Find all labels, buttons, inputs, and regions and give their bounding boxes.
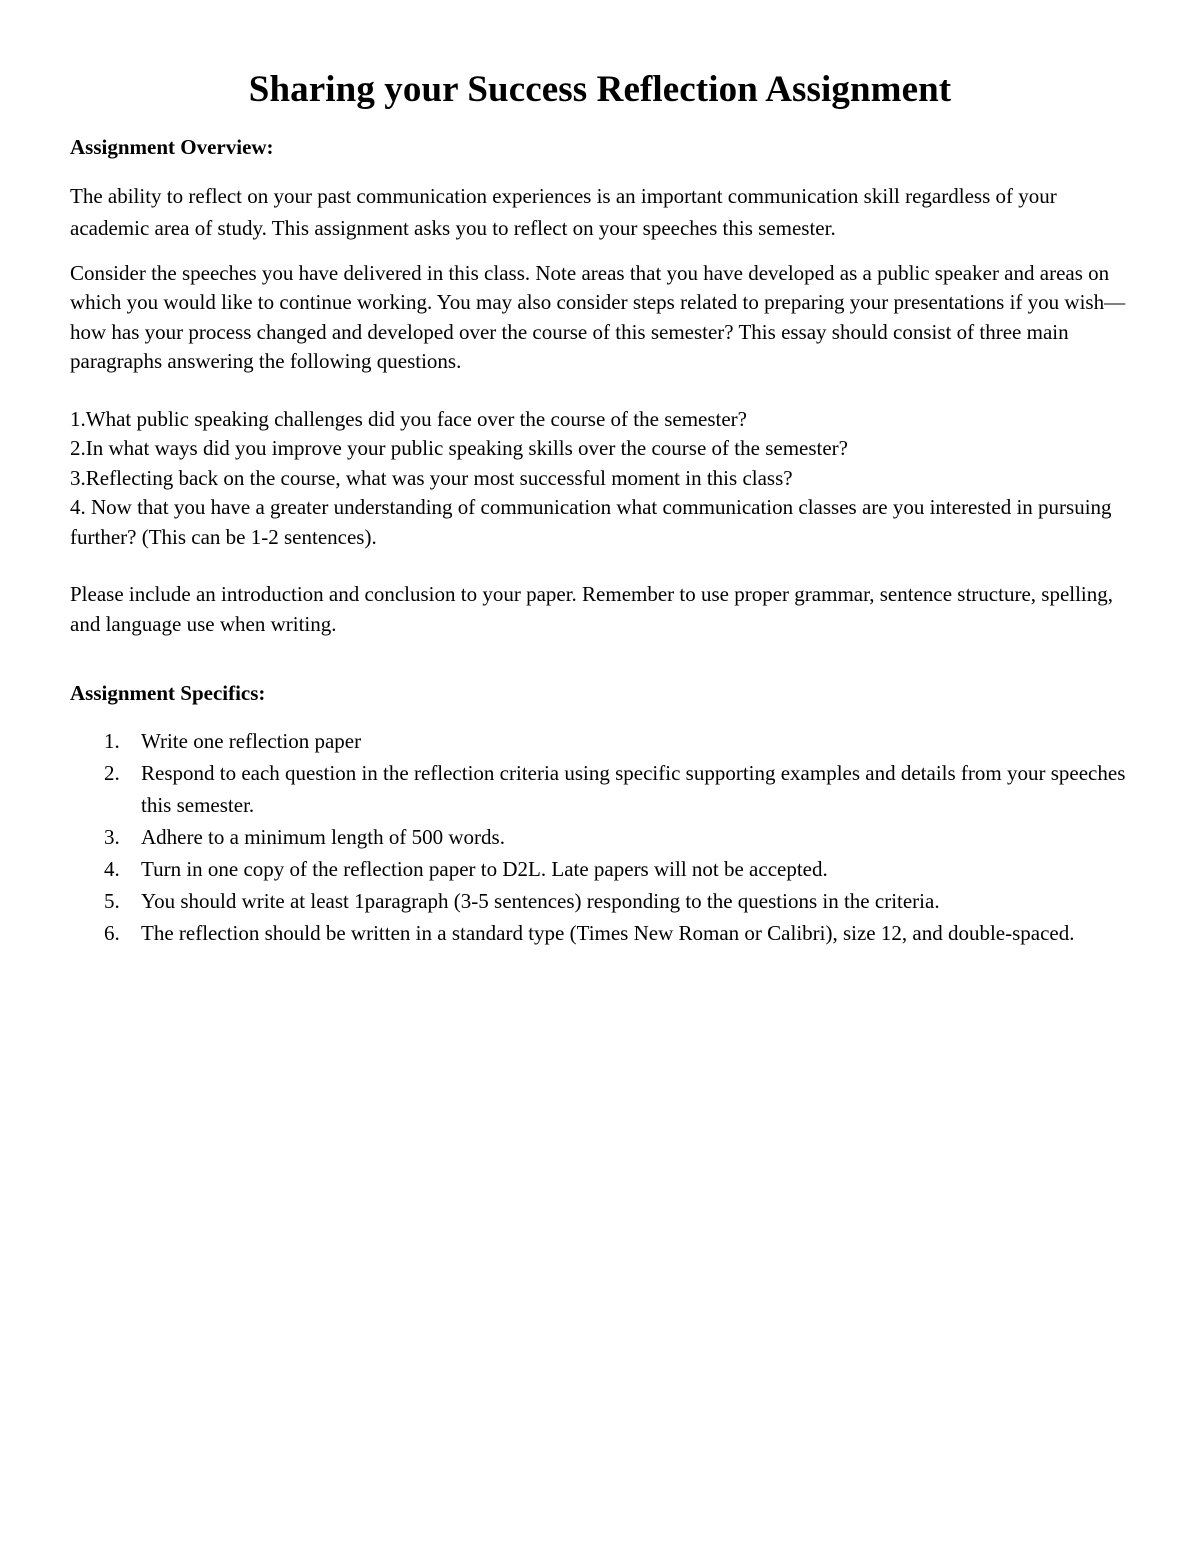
specifics-item-number: 1. — [104, 729, 120, 754]
specifics-item-text: The reflection should be written in a standard type (Times New Roman or Calibri), size 12, and double-spaced. — [141, 921, 1075, 946]
question-list — [70, 405, 1130, 553]
specifics-item — [70, 917, 1130, 949]
overview-heading: Assignment Overview: — [70, 135, 274, 160]
document-title: Sharing your Success Reflection Assignment — [248, 69, 952, 110]
specifics-item-text: You should write at least 1paragraph (3-5 sentences) responding to the questions in the criteria. — [141, 889, 940, 914]
question-item: 1.What public speaking challenges did you face over the course of the semester? — [70, 406, 747, 431]
specifics-item-text: Adhere to a minimum length of 500 words. — [141, 825, 505, 850]
specifics-item-number: 6. — [104, 921, 120, 946]
specifics-item-text: Write one reflection paper — [141, 729, 362, 754]
specifics-item-text: Turn in one copy of the reflection paper to D2L. Late papers will not be accepted. — [141, 857, 828, 882]
specifics-item-text: Respond to each question in the reflection criteria using specific supporting examples and details from your speeches this semester. — [141, 761, 1126, 818]
question-item: 2.In what ways did you improve your public speaking skills over the course of the semester? — [70, 436, 848, 461]
specifics-item-number: 3. — [104, 825, 120, 850]
specifics-item — [70, 725, 1130, 757]
specifics-item — [70, 757, 1130, 821]
question-item: 4. Now that you have a greater understanding of communication what communication classes are you interested in pursuing further? (This can be 1-2 sentences). — [70, 495, 1112, 549]
specifics-item-number: 4. — [104, 857, 120, 882]
closing-paragraph: Please include an introduction and conclusion to your paper. Remember to use proper grammar, sentence structure, spelling, and language use when writing. — [70, 582, 1114, 636]
specifics-item-number: 2. — [104, 761, 120, 786]
specifics-item — [70, 821, 1130, 853]
overview-paragraph-1: The ability to reflect on your past communication experiences is an important communication skill regardless of your academic area of study. This assignment asks you to reflect on your speeches this semester. — [70, 183, 1057, 240]
specifics-item-number: 5. — [104, 889, 120, 914]
specifics-item — [70, 853, 1130, 885]
specifics-list — [70, 725, 1130, 949]
specifics-heading: Assignment Specifics: — [70, 681, 266, 706]
overview-paragraph-2: Consider the speeches you have delivered in this class. Note areas that you have developed as a public speaker and areas on which you would like to continue working. You may also consider steps related to preparing your presentations if you wish—how has your process changed and developed over the course of this semester? This essay should consist of three main paragraphs answering the following questions. — [70, 260, 1126, 374]
document-page — [70, 68, 1130, 949]
specifics-item — [70, 885, 1130, 917]
question-item: 3.Reflecting back on the course, what was your most successful moment in this class? — [70, 465, 793, 490]
